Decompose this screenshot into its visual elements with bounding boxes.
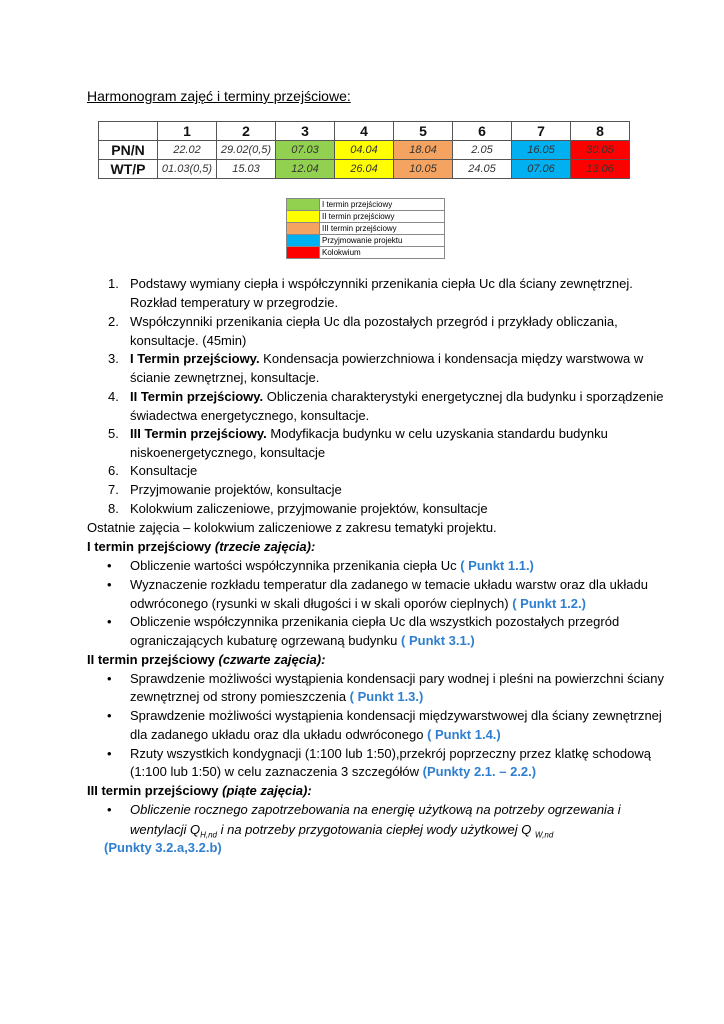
schedule-cell: 07.06 — [512, 160, 571, 179]
section-heading-text: II termin przejściowy — [87, 652, 219, 667]
section-heading-text: I termin przejściowy — [87, 539, 215, 554]
schedule-cell: 07.03 — [276, 141, 335, 160]
schedule-row — [99, 141, 630, 160]
schedule-header-cell — [99, 122, 158, 141]
bullet-text: Wyznaczenie rozkładu temperatur dla zadanego w temacie układu warstw oraz dla układu — [130, 577, 648, 592]
schedule-table — [98, 121, 630, 179]
bullet-icon: • — [107, 671, 112, 686]
schedule-cell: 22.02 — [158, 141, 217, 160]
bullet-icon: • — [107, 802, 112, 817]
bullet-text: Obliczenie rocznego zapotrzebowania na energię użytkową na potrzeby ogrzewania i — [130, 802, 621, 817]
list-number: 1. — [108, 276, 119, 291]
list-item-bold: I Termin przejściowy. — [130, 351, 260, 366]
schedule-cell: 13.06 — [571, 160, 630, 179]
bullet-text-main: (1:100 lub 1:50) w celu zaznaczenia 3 szczegółów — [130, 764, 423, 779]
section-heading-italic: (piąte zajęcia): — [222, 783, 312, 798]
subscript: H,nd — [200, 830, 217, 840]
schedule-cell: 10.05 — [394, 160, 453, 179]
list-item-text: ścianie zewnętrznej, konsultacje. — [130, 370, 320, 385]
bullet-text-main: wentylacji Q — [130, 822, 201, 837]
bullet-text — [130, 725, 501, 744]
bullet-text — [130, 594, 586, 613]
legend-swatch — [287, 211, 320, 223]
point-ref: ( Punkt 1.4.) — [427, 727, 501, 742]
bullet-text-main: i na potrzeby przygotowania ciepłej wody użytkowej Q — [216, 822, 535, 837]
legend-label: II termin przejściowy — [320, 211, 445, 223]
legend-swatch — [287, 199, 320, 211]
list-number: 7. — [108, 482, 119, 497]
list-item-rest: Obliczenia charakterystyki energetycznej dla budynku i sporządzenie — [263, 389, 664, 404]
schedule-row-label: PN/N — [99, 141, 158, 160]
section-heading — [87, 537, 315, 556]
list-item-text: Podstawy wymiany ciepła i współczynniki przenikania ciepła Uc dla ściany zewnętrznej. — [130, 276, 633, 291]
schedule-row-label: WT/P — [99, 160, 158, 179]
schedule-header-cell: 5 — [394, 122, 453, 141]
legend-table — [286, 198, 445, 259]
bullet-icon: • — [107, 746, 112, 761]
point-ref: ( Punkt 1.1.) — [460, 558, 534, 573]
bullet-text-main: dla zadanego układu oraz dla układu odwróconego — [130, 727, 428, 742]
list-item-text — [130, 349, 643, 368]
legend-row — [287, 199, 445, 211]
section-heading-italic: (trzecie zajęcia): — [214, 539, 316, 554]
list-number: 5. — [108, 426, 119, 441]
bullet-text — [130, 687, 423, 706]
schedule-header-row — [99, 122, 630, 141]
bullet-text — [130, 556, 534, 575]
point-ref: (Punkty 2.1. – 2.2.) — [422, 764, 537, 779]
list-number: 2. — [108, 314, 119, 329]
legend-row — [287, 211, 445, 223]
legend-label: III termin przejściowy — [320, 223, 445, 235]
legend-row — [287, 235, 445, 247]
schedule-header-cell: 3 — [276, 122, 335, 141]
schedule-header-cell: 8 — [571, 122, 630, 141]
schedule-cell: 24.05 — [453, 160, 512, 179]
bullet-text-main: Obliczenie wartości współczynnika przenikania ciepła Uc — [130, 558, 461, 573]
schedule-cell: 18.04 — [394, 141, 453, 160]
schedule-cell: 01.03(0,5) — [158, 160, 217, 179]
bullet-text-main: zewnętrznej od strony pomieszczenia — [130, 689, 350, 704]
list-number: 8. — [108, 501, 119, 516]
list-item-text: Konsultacje — [130, 463, 198, 478]
list-item-text: Kolokwium zaliczeniowe, przyjmowanie projektów, konsultacje — [130, 501, 488, 516]
schedule-cell: 04.04 — [335, 141, 394, 160]
list-item-text: Rozkład temperatury w przegrodzie. — [130, 295, 339, 310]
bullet-icon: • — [107, 577, 112, 592]
section-heading-text: III termin przejściowy — [87, 783, 223, 798]
list-item-rest: Modyfikacja budynku w celu uzyskania standardu budynku — [266, 426, 608, 441]
bullet-text — [130, 631, 475, 650]
legend-swatch — [287, 247, 320, 259]
point-ref: ( Punkt 1.2.) — [512, 596, 586, 611]
legend-row — [287, 247, 445, 259]
list-number: 6. — [108, 463, 119, 478]
bullet-text: Sprawdzenie możliwości wystąpienia kondensacji międzywarstwowej dla ściany zewnętrznej — [130, 708, 662, 723]
last-note: Ostatnie zajęcia – kolokwium zaliczeniowe z zakresu tematyki projektu. — [87, 520, 497, 535]
list-item-text: Współczynniki przenikania ciepła Uc dla pozostałych przegród i przykłady obliczania, — [130, 314, 618, 329]
list-number: 4. — [108, 389, 119, 404]
legend-swatch — [287, 223, 320, 235]
schedule-cell: 2.05 — [453, 141, 512, 160]
schedule-cell: 26.04 — [335, 160, 394, 179]
bullet-text: Obliczenie współczynnika przenikania ciepła Uc dla wszystkich pozostałych przegród — [130, 614, 620, 629]
schedule-cell: 30.05 — [571, 141, 630, 160]
list-item-bold: III Termin przejściowy. — [130, 426, 267, 441]
list-item-rest: Kondensacja powierzchniowa i kondensacja między warstwowa w — [259, 351, 644, 366]
legend-label: Przyjmowanie projektu — [320, 235, 445, 247]
schedule-header-cell: 6 — [453, 122, 512, 141]
list-item-text: świadectwa energetycznego, konsultacje. — [130, 408, 370, 423]
list-item-text — [130, 387, 664, 406]
bullet-icon: • — [107, 558, 112, 573]
schedule-header-cell: 2 — [217, 122, 276, 141]
bullet-text: Rzuty wszystkich kondygnacji (1:100 lub 1:50),przekrój poprzeczny przez klatkę schodową — [130, 746, 651, 761]
bullet-text — [130, 762, 536, 781]
list-item-text: Przyjmowanie projektów, konsultacje — [130, 482, 342, 497]
section-heading — [87, 650, 325, 669]
schedule-cell: 29.02(0,5) — [217, 141, 276, 160]
bullet-text-main: odwróconego (rysunki w skali długości i w skali oporów cieplnych) — [130, 596, 513, 611]
bullet-text: Sprawdzenie możliwości wystąpienia kondensacji pary wodnej i pleśni na powierzchni ściany — [130, 671, 664, 686]
list-item-text — [130, 424, 608, 443]
schedule-cell: 16.05 — [512, 141, 571, 160]
legend-row — [287, 223, 445, 235]
schedule-cell: 12.04 — [276, 160, 335, 179]
subscript: W,nd — [534, 830, 554, 840]
point-ref: (Punkty 3.2.a,3.2.b) — [104, 840, 222, 855]
legend-label: I termin przejściowy — [320, 199, 445, 211]
schedule-cell: 15.03 — [217, 160, 276, 179]
schedule-header-cell: 1 — [158, 122, 217, 141]
list-item-text: niskoenergetycznego, konsultacje — [130, 445, 326, 460]
bullet-icon: • — [107, 708, 112, 723]
list-number: 3. — [108, 351, 119, 366]
bullet-text-main: ograniczających kubaturę ogrzewaną budynku — [130, 633, 402, 648]
list-item-bold: II Termin przejściowy. — [130, 389, 264, 404]
section-heading — [87, 781, 312, 800]
list-item-text: konsultacje. (45min) — [130, 333, 247, 348]
page-title: Harmonogram zajęć i terminy przejściowe: — [87, 88, 351, 104]
section-heading-italic: (czwarte zajęcia): — [218, 652, 326, 667]
schedule-header-cell: 7 — [512, 122, 571, 141]
point-ref: ( Punkt 3.1.) — [401, 633, 475, 648]
schedule-row — [99, 160, 630, 179]
legend-swatch — [287, 235, 320, 247]
point-ref: ( Punkt 1.3.) — [349, 689, 424, 704]
bullet-icon: • — [107, 614, 112, 629]
schedule-header-cell: 4 — [335, 122, 394, 141]
legend-label: Kolokwium — [320, 247, 445, 259]
